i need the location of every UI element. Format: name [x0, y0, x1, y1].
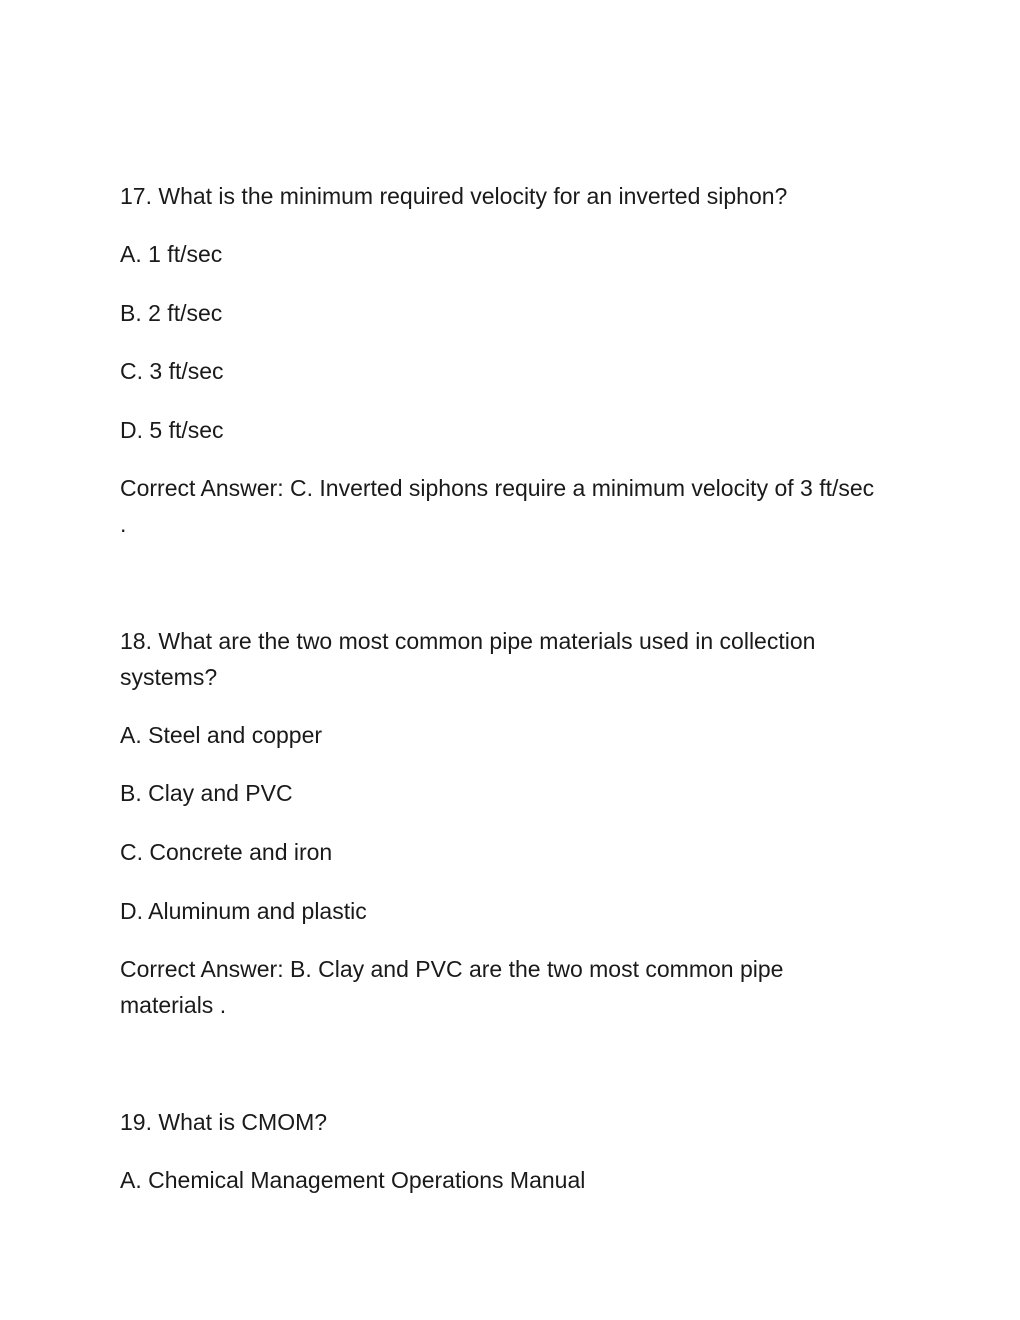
question-19-option-a: A. Chemical Management Operations Manual	[120, 1167, 586, 1193]
question-17-text: 17. What is the minimum required velocity for an inverted siphon?	[120, 183, 788, 209]
question-18-answer: Correct Answer: B. Clay and PVC are the two most common pipe materials .	[120, 956, 784, 1018]
question-17-option-a: A. 1 ft/sec	[120, 241, 223, 267]
question-17-option-c: C. 3 ft/sec	[120, 358, 224, 384]
question-19-text: 19. What is CMOM?	[120, 1109, 328, 1135]
question-18-option-c: C. Concrete and iron	[120, 839, 333, 865]
question-17-option-b: B. 2 ft/sec	[120, 300, 223, 326]
question-18-option-d: D. Aluminum and plastic	[120, 898, 367, 924]
question-17-answer: Correct Answer: C. Inverted siphons require a minimum velocity of 3 ft/sec .	[120, 475, 875, 537]
question-18-text: 18. What are the two most common pipe materials used in collection systems?	[120, 628, 816, 690]
question-17-option-d: D. 5 ft/sec	[120, 417, 224, 443]
question-18-option-b: B. Clay and PVC	[120, 780, 293, 806]
question-18-option-a: A. Steel and copper	[120, 722, 323, 748]
